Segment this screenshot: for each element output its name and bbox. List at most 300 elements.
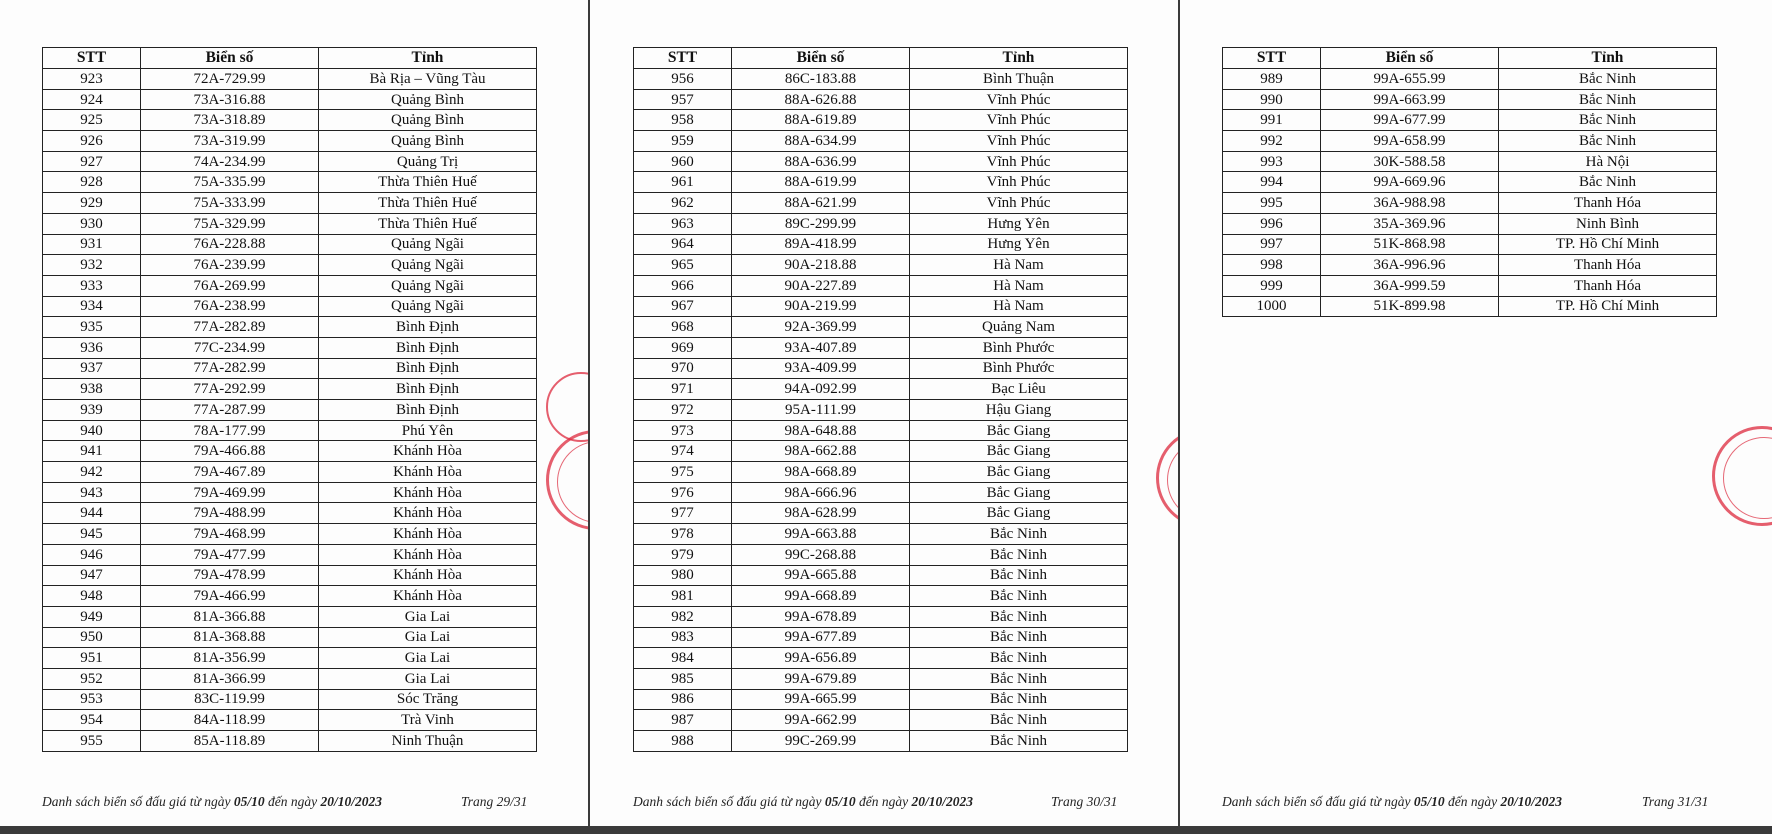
cell-plate: 73A-319.99 bbox=[141, 131, 319, 152]
page-31 bbox=[1180, 0, 1772, 826]
table-row bbox=[43, 172, 537, 193]
cell-stt: 939 bbox=[43, 400, 141, 421]
cell-stt: 926 bbox=[43, 131, 141, 152]
cell-stt: 984 bbox=[634, 648, 732, 669]
plate-table bbox=[633, 47, 1128, 752]
cell-plate: 90A-219.99 bbox=[732, 296, 910, 317]
cell-stt: 964 bbox=[634, 234, 732, 255]
cell-province: Bình Định bbox=[319, 337, 537, 358]
table-row bbox=[43, 337, 537, 358]
table-row bbox=[43, 234, 537, 255]
page-number: Trang 30/31 bbox=[1051, 794, 1118, 809]
table-row bbox=[1223, 234, 1717, 255]
page-30 bbox=[590, 0, 1178, 826]
cell-province: Bắc Ninh bbox=[910, 627, 1128, 648]
cell-stt: 993 bbox=[1223, 151, 1321, 172]
table-row bbox=[1223, 255, 1717, 276]
cell-province: Bắc Ninh bbox=[1499, 89, 1717, 110]
cell-plate: 99C-268.88 bbox=[732, 544, 910, 565]
table-header-row bbox=[43, 48, 537, 69]
cell-stt: 951 bbox=[43, 648, 141, 669]
cell-stt: 950 bbox=[43, 627, 141, 648]
cell-plate: 81A-366.99 bbox=[141, 668, 319, 689]
table-row bbox=[43, 668, 537, 689]
table-row bbox=[43, 296, 537, 317]
table-row bbox=[43, 482, 537, 503]
table-row bbox=[634, 689, 1128, 710]
table-row bbox=[634, 524, 1128, 545]
cell-province: Khánh Hòa bbox=[319, 441, 537, 462]
cell-province: Ninh Bình bbox=[1499, 213, 1717, 234]
cell-plate: 79A-478.99 bbox=[141, 565, 319, 586]
cell-stt: 968 bbox=[634, 317, 732, 338]
cell-province: Bình Định bbox=[319, 358, 537, 379]
cell-stt: 965 bbox=[634, 255, 732, 276]
cell-stt: 953 bbox=[43, 689, 141, 710]
cell-stt: 996 bbox=[1223, 213, 1321, 234]
table-row bbox=[43, 606, 537, 627]
cell-province: Quảng Bình bbox=[319, 110, 537, 131]
cell-plate: 98A-668.89 bbox=[732, 462, 910, 483]
seal-stamp bbox=[1156, 428, 1178, 528]
table-row bbox=[43, 400, 537, 421]
table-row bbox=[634, 337, 1128, 358]
cell-province: Vĩnh Phúc bbox=[910, 151, 1128, 172]
page-number: Trang 31/31 bbox=[1642, 794, 1709, 809]
cell-province: Gia Lai bbox=[319, 627, 537, 648]
cell-plate: 95A-111.99 bbox=[732, 400, 910, 421]
table-header-row bbox=[1223, 48, 1717, 69]
cell-plate: 77C-234.99 bbox=[141, 337, 319, 358]
table-row bbox=[43, 689, 537, 710]
cell-plate: 76A-228.88 bbox=[141, 234, 319, 255]
cell-plate: 85A-118.89 bbox=[141, 731, 319, 752]
cell-plate: 86C-183.88 bbox=[732, 69, 910, 90]
cell-plate: 75A-333.99 bbox=[141, 193, 319, 214]
cell-plate: 99C-269.99 bbox=[732, 731, 910, 752]
header-plate: Biển số bbox=[141, 48, 319, 69]
cell-stt: 936 bbox=[43, 337, 141, 358]
cell-stt: 955 bbox=[43, 731, 141, 752]
cell-province: Bình Định bbox=[319, 400, 537, 421]
cell-stt: 990 bbox=[1223, 89, 1321, 110]
cell-province: Quảng Trị bbox=[319, 151, 537, 172]
page-number: Trang 29/31 bbox=[461, 794, 528, 809]
cell-plate: 99A-663.99 bbox=[1321, 89, 1499, 110]
cell-stt: 959 bbox=[634, 131, 732, 152]
cell-plate: 81A-366.88 bbox=[141, 606, 319, 627]
cell-province: Bắc Ninh bbox=[910, 668, 1128, 689]
cell-province: TP. Hồ Chí Minh bbox=[1499, 296, 1717, 317]
table-row bbox=[43, 69, 537, 90]
footer-caption: Danh sách biển số đấu giá từ ngày 05/10 đến ngày 20/10/2023 bbox=[1222, 794, 1562, 809]
cell-plate: 99A-655.99 bbox=[1321, 69, 1499, 90]
table-row bbox=[634, 172, 1128, 193]
cell-stt: 961 bbox=[634, 172, 732, 193]
cell-province: Hà Nội bbox=[1499, 151, 1717, 172]
table-row bbox=[634, 710, 1128, 731]
cell-plate: 74A-234.99 bbox=[141, 151, 319, 172]
table-row bbox=[634, 151, 1128, 172]
cell-stt: 979 bbox=[634, 544, 732, 565]
cell-plate: 81A-368.88 bbox=[141, 627, 319, 648]
cell-stt: 989 bbox=[1223, 69, 1321, 90]
cell-plate: 36A-996.96 bbox=[1321, 255, 1499, 276]
cell-stt: 991 bbox=[1223, 110, 1321, 131]
cell-stt: 978 bbox=[634, 524, 732, 545]
plate-table bbox=[42, 47, 537, 752]
cell-stt: 998 bbox=[1223, 255, 1321, 276]
cell-plate: 77A-282.99 bbox=[141, 358, 319, 379]
cell-province: Bắc Giang bbox=[910, 462, 1128, 483]
cell-stt: 924 bbox=[43, 89, 141, 110]
cell-plate: 81A-356.99 bbox=[141, 648, 319, 669]
table-row bbox=[43, 524, 537, 545]
table-row bbox=[43, 131, 537, 152]
cell-stt: 973 bbox=[634, 420, 732, 441]
table-row bbox=[634, 462, 1128, 483]
cell-province: Hà Nam bbox=[910, 275, 1128, 296]
cell-stt: 970 bbox=[634, 358, 732, 379]
cell-stt: 983 bbox=[634, 627, 732, 648]
cell-plate: 99A-665.88 bbox=[732, 565, 910, 586]
cell-plate: 77A-292.99 bbox=[141, 379, 319, 400]
cell-stt: 940 bbox=[43, 420, 141, 441]
cell-plate: 83C-119.99 bbox=[141, 689, 319, 710]
cell-stt: 927 bbox=[43, 151, 141, 172]
cell-province: Vĩnh Phúc bbox=[910, 193, 1128, 214]
cell-stt: 992 bbox=[1223, 131, 1321, 152]
table-row bbox=[634, 731, 1128, 752]
cell-province: Vĩnh Phúc bbox=[910, 172, 1128, 193]
table-row bbox=[43, 89, 537, 110]
table-body bbox=[1223, 69, 1717, 317]
cell-plate: 51K-868.98 bbox=[1321, 234, 1499, 255]
cell-stt: 985 bbox=[634, 668, 732, 689]
table-row bbox=[634, 69, 1128, 90]
cell-stt: 948 bbox=[43, 586, 141, 607]
cell-plate: 98A-628.99 bbox=[732, 503, 910, 524]
cell-province: Thanh Hóa bbox=[1499, 193, 1717, 214]
header-province: Tỉnh bbox=[319, 48, 537, 69]
table-row bbox=[634, 586, 1128, 607]
header-province: Tỉnh bbox=[910, 48, 1128, 69]
cell-province: Bắc Ninh bbox=[910, 648, 1128, 669]
cell-stt: 945 bbox=[43, 524, 141, 545]
footer-caption: Danh sách biển số đấu giá từ ngày 05/10 đến ngày 20/10/2023 bbox=[633, 794, 973, 809]
cell-plate: 88A-619.99 bbox=[732, 172, 910, 193]
cell-province: Vĩnh Phúc bbox=[910, 131, 1128, 152]
cell-stt: 943 bbox=[43, 482, 141, 503]
cell-plate: 88A-619.89 bbox=[732, 110, 910, 131]
cell-plate: 90A-218.88 bbox=[732, 255, 910, 276]
cell-stt: 925 bbox=[43, 110, 141, 131]
cell-province: Gia Lai bbox=[319, 606, 537, 627]
cell-plate: 93A-407.89 bbox=[732, 337, 910, 358]
cell-stt: 976 bbox=[634, 482, 732, 503]
table-row bbox=[1223, 275, 1717, 296]
table-row bbox=[43, 503, 537, 524]
cell-province: Bắc Giang bbox=[910, 503, 1128, 524]
table-row bbox=[43, 565, 537, 586]
cell-province: Bắc Giang bbox=[910, 420, 1128, 441]
cell-plate: 72A-729.99 bbox=[141, 69, 319, 90]
cell-province: Hậu Giang bbox=[910, 400, 1128, 421]
cell-province: Gia Lai bbox=[319, 648, 537, 669]
cell-stt: 977 bbox=[634, 503, 732, 524]
cell-plate: 94A-092.99 bbox=[732, 379, 910, 400]
seal-stamp bbox=[1712, 426, 1772, 526]
table-row bbox=[43, 110, 537, 131]
header-province: Tỉnh bbox=[1499, 48, 1717, 69]
cell-province: Quảng Bình bbox=[319, 89, 537, 110]
table-row bbox=[634, 234, 1128, 255]
cell-province: Bắc Ninh bbox=[910, 710, 1128, 731]
cell-plate: 79A-477.99 bbox=[141, 544, 319, 565]
table-row bbox=[634, 131, 1128, 152]
cell-province: Vĩnh Phúc bbox=[910, 89, 1128, 110]
cell-stt: 972 bbox=[634, 400, 732, 421]
table-row bbox=[43, 710, 537, 731]
cell-stt: 949 bbox=[43, 606, 141, 627]
table-row bbox=[43, 627, 537, 648]
table-row bbox=[634, 213, 1128, 234]
cell-province: Khánh Hòa bbox=[319, 565, 537, 586]
cell-stt: 981 bbox=[634, 586, 732, 607]
cell-province: Thừa Thiên Huế bbox=[319, 193, 537, 214]
cell-plate: 88A-636.99 bbox=[732, 151, 910, 172]
cell-plate: 75A-329.99 bbox=[141, 213, 319, 234]
cell-stt: 963 bbox=[634, 213, 732, 234]
cell-stt: 966 bbox=[634, 275, 732, 296]
table-row bbox=[634, 400, 1128, 421]
cell-plate: 88A-626.88 bbox=[732, 89, 910, 110]
cell-province: Quảng Ngãi bbox=[319, 255, 537, 276]
table-row bbox=[43, 193, 537, 214]
cell-province: Quảng Bình bbox=[319, 131, 537, 152]
table-row bbox=[634, 606, 1128, 627]
cell-plate: 99A-665.99 bbox=[732, 689, 910, 710]
cell-province: Thanh Hóa bbox=[1499, 255, 1717, 276]
header-stt: STT bbox=[1223, 48, 1321, 69]
cell-province: Khánh Hòa bbox=[319, 586, 537, 607]
cell-plate: 99A-679.89 bbox=[732, 668, 910, 689]
cell-province: Bạc Liêu bbox=[910, 379, 1128, 400]
table-row bbox=[634, 317, 1128, 338]
cell-stt: 941 bbox=[43, 441, 141, 462]
table-header-row bbox=[634, 48, 1128, 69]
cell-province: Bắc Ninh bbox=[910, 689, 1128, 710]
cell-plate: 36A-999.59 bbox=[1321, 275, 1499, 296]
cell-plate: 99A-669.96 bbox=[1321, 172, 1499, 193]
table-row bbox=[634, 358, 1128, 379]
cell-stt: 957 bbox=[634, 89, 732, 110]
cell-province: Khánh Hòa bbox=[319, 503, 537, 524]
table-row bbox=[634, 627, 1128, 648]
cell-province: Gia Lai bbox=[319, 668, 537, 689]
table-row bbox=[1223, 69, 1717, 90]
cell-province: Hà Nam bbox=[910, 255, 1128, 276]
cell-province: Thanh Hóa bbox=[1499, 275, 1717, 296]
cell-province: Bắc Giang bbox=[910, 482, 1128, 503]
cell-plate: 79A-469.99 bbox=[141, 482, 319, 503]
cell-province: Bắc Ninh bbox=[1499, 69, 1717, 90]
table-row bbox=[634, 544, 1128, 565]
cell-plate: 76A-269.99 bbox=[141, 275, 319, 296]
cell-plate: 79A-468.99 bbox=[141, 524, 319, 545]
cell-province: Bà Rịa – Vũng Tàu bbox=[319, 69, 537, 90]
cell-province: Khánh Hòa bbox=[319, 462, 537, 483]
cell-province: Bắc Ninh bbox=[910, 606, 1128, 627]
table-row bbox=[43, 379, 537, 400]
table-row bbox=[634, 193, 1128, 214]
table-row bbox=[43, 420, 537, 441]
cell-stt: 988 bbox=[634, 731, 732, 752]
cell-stt: 994 bbox=[1223, 172, 1321, 193]
table-row bbox=[1223, 172, 1717, 193]
cell-plate: 36A-988.98 bbox=[1321, 193, 1499, 214]
cell-province: Sóc Trăng bbox=[319, 689, 537, 710]
table-row bbox=[634, 648, 1128, 669]
table-row bbox=[43, 151, 537, 172]
cell-province: Bắc Giang bbox=[910, 441, 1128, 462]
table-row bbox=[43, 544, 537, 565]
plate-table bbox=[1222, 47, 1717, 317]
cell-province: Khánh Hòa bbox=[319, 524, 537, 545]
table-row bbox=[1223, 296, 1717, 317]
cell-stt: 980 bbox=[634, 565, 732, 586]
cell-plate: 90A-227.89 bbox=[732, 275, 910, 296]
table-row bbox=[43, 213, 537, 234]
cell-province: Khánh Hòa bbox=[319, 482, 537, 503]
cell-province: Trà Vinh bbox=[319, 710, 537, 731]
cell-plate: 35A-369.96 bbox=[1321, 213, 1499, 234]
cell-province: Bắc Ninh bbox=[910, 544, 1128, 565]
cell-stt: 975 bbox=[634, 462, 732, 483]
table-row bbox=[43, 317, 537, 338]
table-row bbox=[43, 441, 537, 462]
cell-stt: 967 bbox=[634, 296, 732, 317]
table-row bbox=[634, 503, 1128, 524]
cell-stt: 937 bbox=[43, 358, 141, 379]
seal-stamp bbox=[546, 430, 588, 530]
cell-plate: 78A-177.99 bbox=[141, 420, 319, 441]
table-row bbox=[634, 565, 1128, 586]
cell-plate: 76A-238.99 bbox=[141, 296, 319, 317]
cell-province: Vĩnh Phúc bbox=[910, 110, 1128, 131]
cell-plate: 92A-369.99 bbox=[732, 317, 910, 338]
cell-stt: 946 bbox=[43, 544, 141, 565]
cell-plate: 89C-299.99 bbox=[732, 213, 910, 234]
cell-plate: 99A-678.89 bbox=[732, 606, 910, 627]
cell-province: Hà Nam bbox=[910, 296, 1128, 317]
cell-province: Thừa Thiên Huế bbox=[319, 172, 537, 193]
cell-plate: 99A-662.99 bbox=[732, 710, 910, 731]
cell-stt: 928 bbox=[43, 172, 141, 193]
page-29 bbox=[0, 0, 588, 826]
cell-stt: 923 bbox=[43, 69, 141, 90]
table-row bbox=[634, 255, 1128, 276]
table-row bbox=[634, 296, 1128, 317]
cell-stt: 958 bbox=[634, 110, 732, 131]
cell-plate: 79A-466.99 bbox=[141, 586, 319, 607]
cell-plate: 99A-656.89 bbox=[732, 648, 910, 669]
cell-plate: 73A-318.89 bbox=[141, 110, 319, 131]
table-row bbox=[634, 110, 1128, 131]
cell-province: Bắc Ninh bbox=[1499, 110, 1717, 131]
cell-stt: 969 bbox=[634, 337, 732, 358]
cell-plate: 77A-282.89 bbox=[141, 317, 319, 338]
cell-stt: 954 bbox=[43, 710, 141, 731]
table-row bbox=[43, 275, 537, 296]
cell-province: Bắc Ninh bbox=[910, 565, 1128, 586]
table-row bbox=[1223, 131, 1717, 152]
cell-stt: 971 bbox=[634, 379, 732, 400]
cell-province: Quảng Ngãi bbox=[319, 275, 537, 296]
cell-plate: 99A-668.89 bbox=[732, 586, 910, 607]
table-row bbox=[43, 586, 537, 607]
cell-province: Khánh Hòa bbox=[319, 544, 537, 565]
table-row bbox=[43, 462, 537, 483]
header-stt: STT bbox=[43, 48, 141, 69]
cell-stt: 929 bbox=[43, 193, 141, 214]
cell-province: Bắc Ninh bbox=[910, 524, 1128, 545]
cell-plate: 30K-588.58 bbox=[1321, 151, 1499, 172]
cell-plate: 99A-658.99 bbox=[1321, 131, 1499, 152]
table-row bbox=[1223, 89, 1717, 110]
table-row bbox=[1223, 151, 1717, 172]
cell-stt: 995 bbox=[1223, 193, 1321, 214]
cell-province: Ninh Thuận bbox=[319, 731, 537, 752]
table-row bbox=[634, 420, 1128, 441]
header-stt: STT bbox=[634, 48, 732, 69]
cell-province: Bình Phước bbox=[910, 358, 1128, 379]
table-row bbox=[634, 441, 1128, 462]
cell-stt: 997 bbox=[1223, 234, 1321, 255]
cell-stt: 931 bbox=[43, 234, 141, 255]
footer-caption: Danh sách biển số đấu giá từ ngày 05/10 đến ngày 20/10/2023 bbox=[42, 794, 382, 809]
cell-province: Bắc Ninh bbox=[910, 586, 1128, 607]
cell-stt: 935 bbox=[43, 317, 141, 338]
cell-plate: 77A-287.99 bbox=[141, 400, 319, 421]
cell-province: Bắc Ninh bbox=[1499, 131, 1717, 152]
table-body bbox=[43, 69, 537, 752]
table-row bbox=[634, 482, 1128, 503]
cell-province: Hưng Yên bbox=[910, 234, 1128, 255]
cell-province: Quảng Ngãi bbox=[319, 296, 537, 317]
table-row bbox=[634, 275, 1128, 296]
cell-stt: 938 bbox=[43, 379, 141, 400]
table-row bbox=[634, 89, 1128, 110]
cell-province: Bình Thuận bbox=[910, 69, 1128, 90]
table-row bbox=[43, 255, 537, 276]
cell-plate: 98A-666.96 bbox=[732, 482, 910, 503]
cell-plate: 79A-467.89 bbox=[141, 462, 319, 483]
cell-stt: 962 bbox=[634, 193, 732, 214]
table-row bbox=[1223, 110, 1717, 131]
cell-province: TP. Hồ Chí Minh bbox=[1499, 234, 1717, 255]
cell-plate: 79A-466.88 bbox=[141, 441, 319, 462]
header-plate: Biển số bbox=[1321, 48, 1499, 69]
cell-province: Quảng Ngãi bbox=[319, 234, 537, 255]
cell-province: Bắc Ninh bbox=[1499, 172, 1717, 193]
cell-plate: 84A-118.99 bbox=[141, 710, 319, 731]
table-row bbox=[43, 648, 537, 669]
cell-plate: 75A-335.99 bbox=[141, 172, 319, 193]
cell-stt: 956 bbox=[634, 69, 732, 90]
cell-stt: 930 bbox=[43, 213, 141, 234]
cell-plate: 79A-488.99 bbox=[141, 503, 319, 524]
